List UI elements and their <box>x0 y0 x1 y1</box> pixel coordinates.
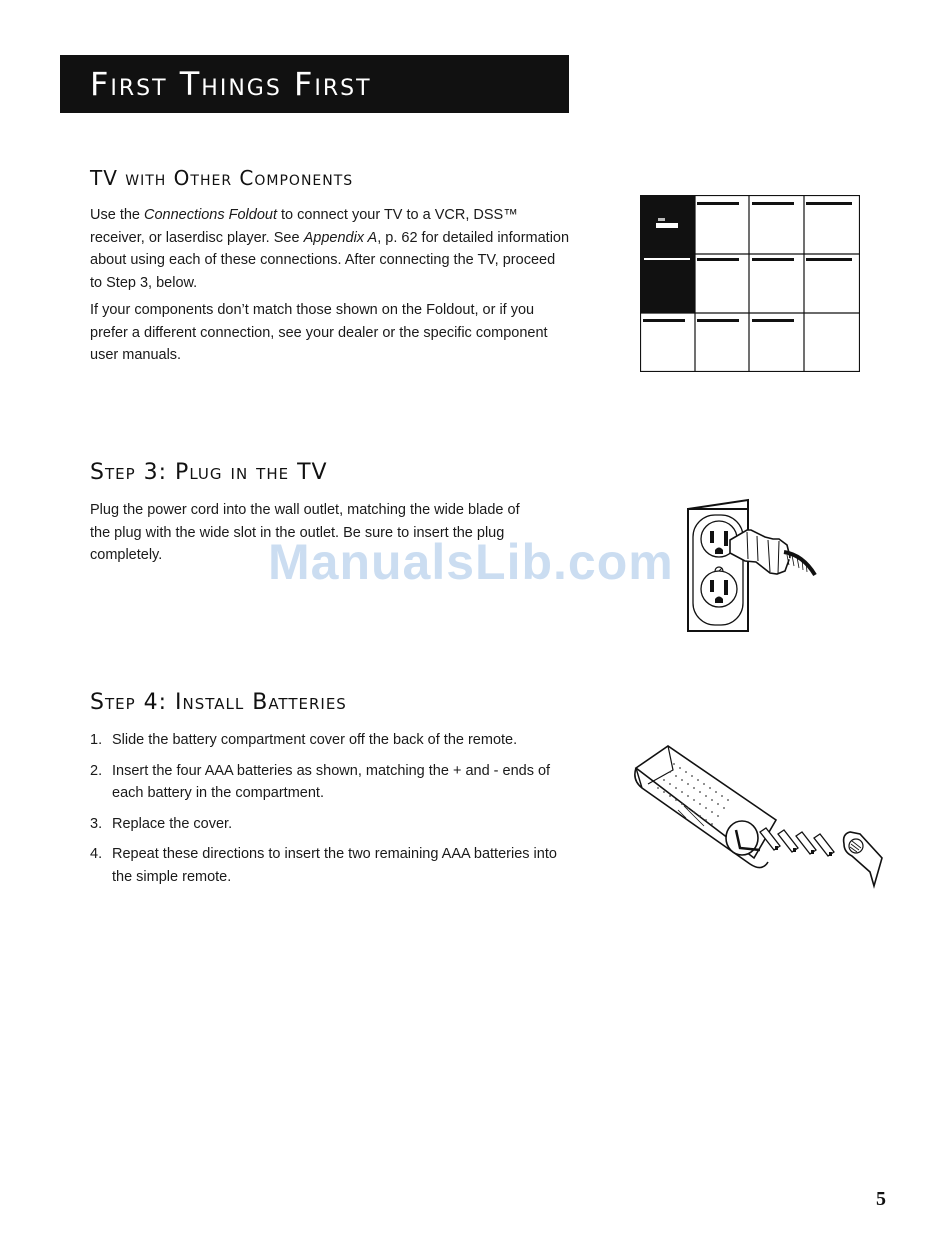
progress-grid-icon <box>640 195 860 372</box>
page-number: 5 <box>876 1188 886 1210</box>
list-item-text: Repeat these directions to insert the two remaining AAA batteries into the simple remote. <box>112 846 557 885</box>
list-item-number: 1. <box>90 732 103 748</box>
list-item-number: 4. <box>90 846 103 862</box>
components-paragraph-1 <box>90 204 570 294</box>
foldout-reference: Connections Foldout <box>144 207 277 223</box>
list-item <box>90 729 570 752</box>
section-heading-step3: Step 3: Plug in the TV <box>90 460 328 485</box>
chapter-banner <box>60 55 569 113</box>
list-item-text: Slide the battery compartment cover off the back of the remote. <box>112 732 518 748</box>
list-item-text: Replace the cover. <box>112 815 233 832</box>
list-item-number: 2. <box>90 762 103 779</box>
appendix-reference: Appendix A <box>303 229 378 246</box>
step3-body: Plug the power cord into the wall outlet, matching the wide blade of the plug with the wide slot in the outlet. Be sure to insert the plug completely. <box>90 502 520 563</box>
list-item-number: 3. <box>90 815 103 832</box>
battery-steps-list <box>90 729 570 896</box>
section-heading-step4: Step 4: Install Batteries <box>90 690 347 715</box>
text-run: to connect your TV to a VCR, DSS™ receiver, or laserdisc player. See <box>90 207 518 246</box>
wall-outlet-icon <box>685 495 835 635</box>
remote-batteries-icon <box>628 740 888 890</box>
text-run: , p. 62 for detailed information about using each of these connections. After connecting the TV, proceed to Step 3, below. <box>90 229 570 291</box>
list-item <box>90 813 570 836</box>
watermark-text: ManualsLib.com <box>268 534 674 590</box>
section-heading-components: TV with Other Components <box>90 166 354 190</box>
list-item <box>90 760 570 805</box>
list-item-text: Insert the four AAA batteries as shown, matching the + and - ends of each battery in the compartment. <box>112 762 551 801</box>
components-paragraph-2: If your components don’t match those shown on the Foldout, or if you prefer a different connection, see your dealer or the specific component user manuals. <box>90 302 548 363</box>
text-run: Use the <box>90 207 144 223</box>
chapter-title: First Things First <box>90 65 372 103</box>
list-item <box>90 843 570 888</box>
